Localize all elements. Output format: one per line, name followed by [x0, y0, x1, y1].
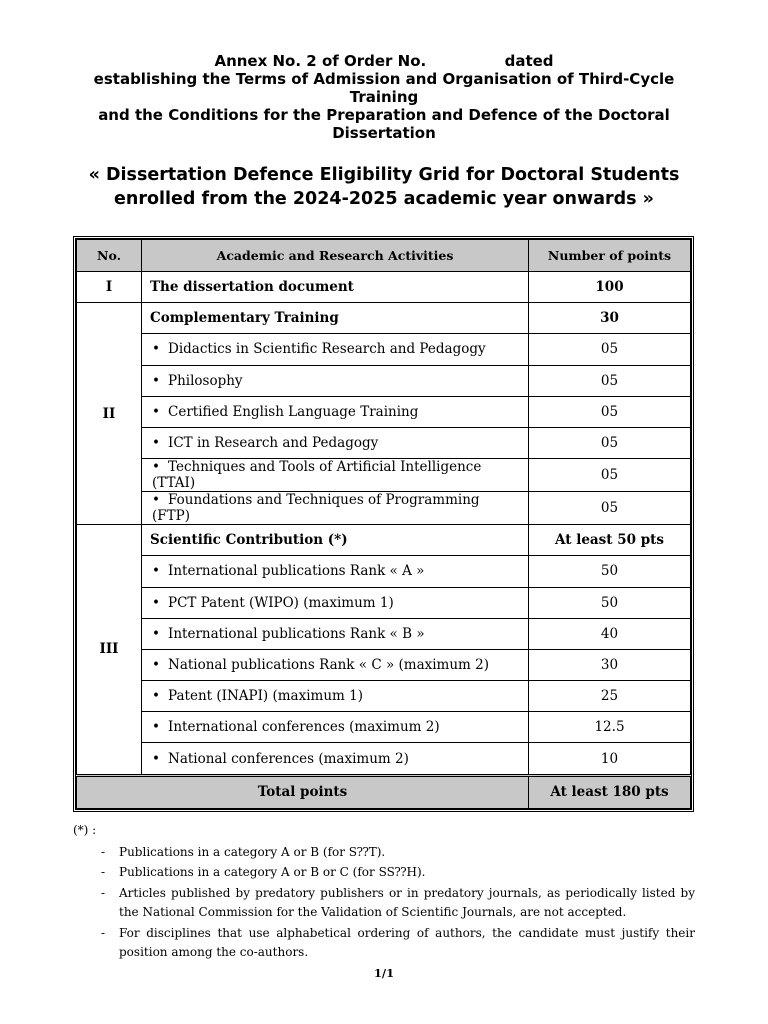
table-row	[77, 618, 691, 649]
document-header	[60, 52, 708, 142]
section-title: The dissertation document	[142, 272, 529, 303]
activity-points: 05	[529, 396, 691, 427]
table-row	[77, 334, 691, 365]
activity-points: 50	[529, 587, 691, 618]
section-points: At least 50 pts	[529, 525, 691, 556]
activity-points: 50	[529, 556, 691, 587]
section-title: Complementary Training	[142, 303, 529, 334]
footnote-item: - Articles published by predatory publishers or in predatory journals, as periodically listed by the National Commission for the Validation of Scientific Journals, are not accepted.	[73, 884, 695, 923]
section-row-3	[77, 525, 691, 556]
total-points: At least 180 pts	[529, 775, 691, 808]
section-row-1	[77, 272, 691, 303]
activity-label: • Patent (INAPI) (maximum 1)	[142, 681, 529, 712]
section-points: 100	[529, 272, 691, 303]
activity-label: • Foundations and Techniques of Programming (FTP)	[142, 492, 529, 525]
activity-points: 40	[529, 618, 691, 649]
header-line-2: establishing the Terms of Admission and Organisation of Third-Cycle Training	[93, 70, 675, 106]
section-number: II	[77, 303, 142, 525]
activity-points: 05	[529, 365, 691, 396]
table-row	[77, 587, 691, 618]
section-title: Scientific Contribution (*)	[142, 525, 529, 556]
activity-label: • International publications Rank « A »	[142, 556, 529, 587]
annex-dated: dated	[504, 52, 554, 70]
header-line-3: and the Conditions for the Preparation and Defence of the Doctoral Dissertation	[98, 106, 670, 142]
activity-label: • ICT in Research and Pedagogy	[142, 427, 529, 458]
footnote-list	[73, 843, 695, 963]
activity-label: • Philosophy	[142, 365, 529, 396]
activity-label: • Didactics in Scientific Research and Pedagogy	[142, 334, 529, 365]
table-row	[77, 427, 691, 458]
footnote-item: - For disciplines that use alphabetical ordering of authors, the candidate must justify their position among the co-authors.	[73, 924, 695, 963]
footnotes	[73, 821, 695, 964]
table-row	[77, 681, 691, 712]
activity-label: • Certified English Language Training	[142, 396, 529, 427]
activity-label: • National publications Rank « C » (maximum 2)	[142, 649, 529, 680]
header-points: Number of points	[529, 240, 691, 272]
activity-label: • International conferences (maximum 2)	[142, 712, 529, 743]
section-number: III	[77, 525, 142, 776]
header-no: No.	[77, 240, 142, 272]
footnote-marker: (*) :	[73, 823, 97, 837]
activity-points: 25	[529, 681, 691, 712]
footnote-item: - Publications in a category A or B (for S⁇T).	[73, 843, 695, 863]
grid-title: « Dissertation Defence Eligibility Grid for Doctoral Students enrolled from the 2024-2025 academic year onwards »	[88, 165, 680, 209]
activity-points: 10	[529, 743, 691, 775]
activity-points: 05	[529, 492, 691, 525]
activity-points: 30	[529, 649, 691, 680]
header-activities: Academic and Research Activities	[142, 240, 529, 272]
activity-points: 05	[529, 459, 691, 492]
table-row	[77, 396, 691, 427]
table-row	[77, 492, 691, 525]
table-row	[77, 712, 691, 743]
eligibility-table	[73, 236, 694, 812]
table-row	[77, 649, 691, 680]
table-row	[77, 365, 691, 396]
table-row	[77, 459, 691, 492]
section-row-2	[77, 303, 691, 334]
activity-label: • PCT Patent (WIPO) (maximum 1)	[142, 587, 529, 618]
table-header-row	[77, 240, 691, 272]
total-row	[77, 775, 691, 808]
activity-points: 05	[529, 334, 691, 365]
section-number: I	[77, 272, 142, 303]
table-row	[77, 743, 691, 775]
activity-label: • Techniques and Tools of Artificial Intelligence (TTAI)	[142, 459, 529, 492]
annex-line	[60, 52, 708, 70]
total-label: Total points	[77, 775, 529, 808]
activity-label: • International publications Rank « B »	[142, 618, 529, 649]
activity-points: 05	[529, 427, 691, 458]
activity-label: • National conferences (maximum 2)	[142, 743, 529, 775]
activity-points: 12.5	[529, 712, 691, 743]
page-number: 1/1	[373, 966, 395, 980]
section-points: 30	[529, 303, 691, 334]
footnote-item: - Publications in a category A or B or C (for SS⁇H).	[73, 863, 695, 883]
annex-prefix: Annex No. 2 of Order No.	[214, 52, 427, 70]
table-row	[77, 556, 691, 587]
